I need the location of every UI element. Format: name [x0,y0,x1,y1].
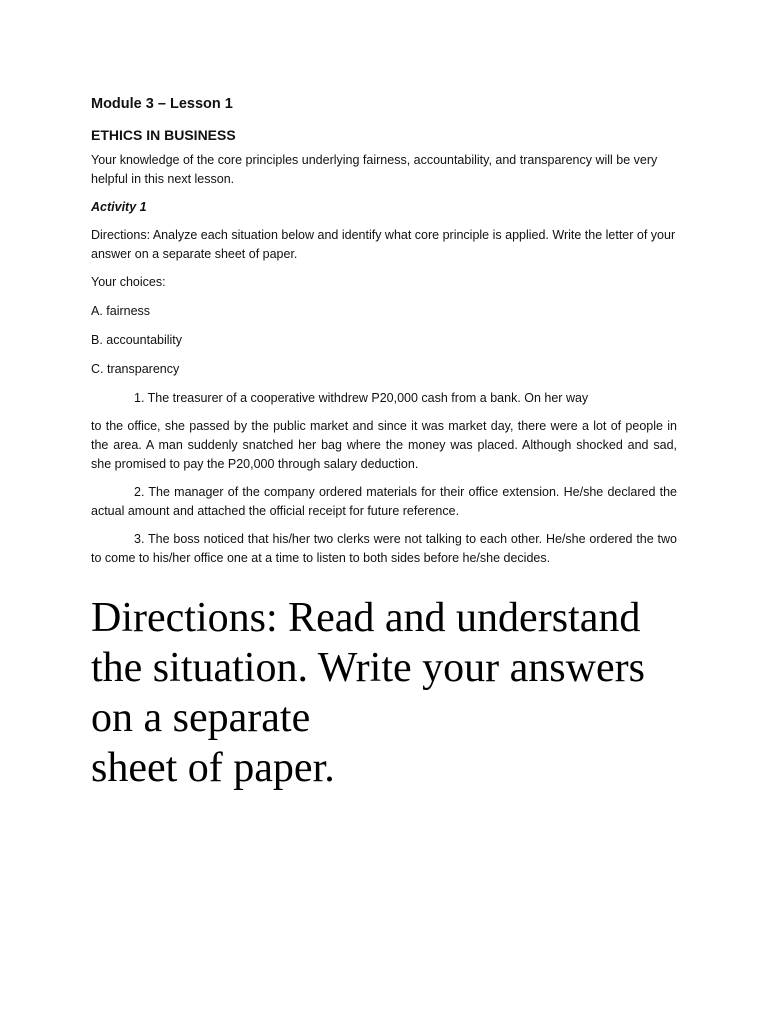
situation-2: 2. The manager of the company ordered materials for their office extension. He/she declared the actual amount and attached the official receipt for future reference. [91,485,677,518]
activity-heading: Activity 1 [91,200,147,214]
choice-c: C. transparency [91,362,180,376]
overlay-line: on a separate [91,695,311,741]
choice-b: B. accountability [91,333,183,347]
situation-3: 3. The boss noticed that his/her two clerks were not talking to each other. He/she ordered the two to come to his/her office one at a time to listen to both sides before he/she decides. [91,532,677,565]
overlay-line: Directions: Read and understand [91,595,641,641]
choices-label: Your choices: [91,275,166,289]
choice-a: A. fairness [91,304,151,318]
lesson-document [91,94,677,577]
activity-directions: Directions: Analyze each situation below and identify what core principle is applied. Write the letter of your answer on a separate sheet of paper. [91,228,676,261]
overlay-line: sheet of paper. [91,745,335,791]
situation-1-first-line: 1. The treasurer of a cooperative withdrew P20,000 cash from a bank. On her way [134,391,589,405]
overlay-directions [91,593,691,793]
overlay-line: the situation. Write your answers [91,645,645,691]
intro-paragraph: Your knowledge of the core principles underlying fairness, accountability, and transparency will be very helpful in this next lesson. [91,153,658,186]
situation-1-continuation: to the office, she passed by the public market and since it was market day, there were a lot of people in the area. A man suddenly snatched her bag where the money was placed. Although shocked and sad, she promised to pay the P20,000 through salary deduction. [91,419,677,471]
lesson-title: ETHICS IN BUSINESS [91,127,236,143]
module-title: Module 3 – Lesson 1 [91,96,233,112]
